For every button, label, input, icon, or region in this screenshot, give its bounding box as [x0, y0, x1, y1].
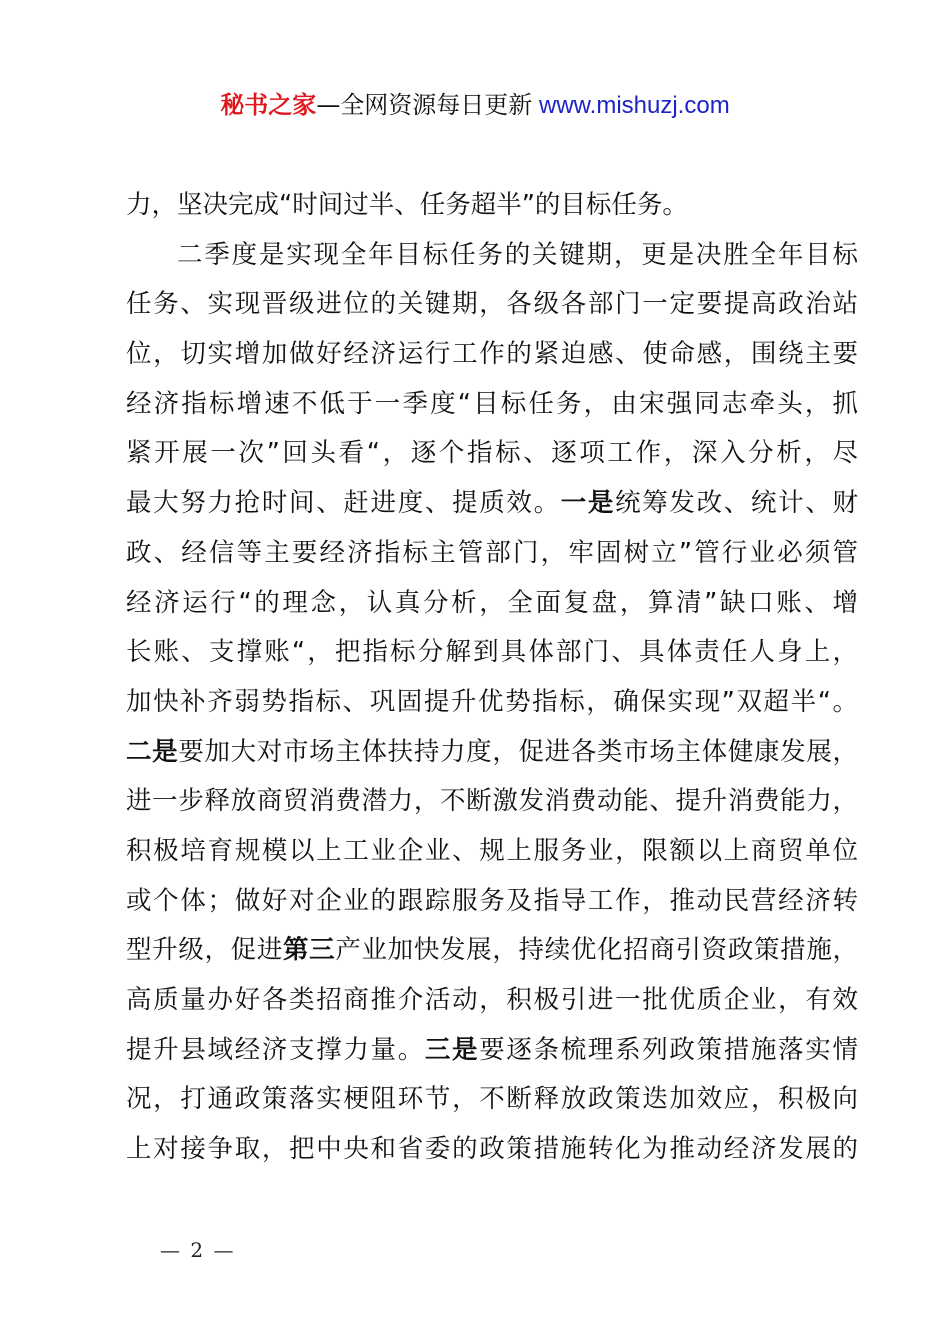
paragraph-line: 经济指标增速不低于一季度“目标任务，由宋强同志牵头，抓 — [126, 388, 858, 419]
site-url: www.mishuzj.com — [532, 92, 730, 119]
paragraph-line: 任务、实现晋级进位的关键期，各级各部门一定要提高政治站 — [126, 289, 858, 320]
paragraph-line: 二季度是实现全年目标任务的关键期，更是决胜全年目标 — [177, 239, 858, 270]
paragraph-line: 最大努力抢时间、赶进度、提质效。一是统筹发改、统计、财 — [126, 488, 858, 519]
paragraph-line: 高质量办好各类招商推介活动，积极引进一批优质企业，有效 — [126, 985, 858, 1015]
emphasis-third: 三是 — [424, 1034, 480, 1065]
paragraph-line: 二是要加大对市场主体扶持力度，促进各类市场主体健康发展， — [126, 736, 858, 767]
paragraph-line: 力，坚决完成“时间过半、任务超半”的目标任务。 — [126, 190, 688, 220]
emphasis-second: 二是 — [126, 736, 179, 767]
paragraph-line: 上对接争取，把中央和省委的政策措施转化为推动经济发展的 — [126, 1134, 858, 1165]
paragraph-line: 进一步释放商贸消费潜力，不断激发消费动能、提升消费能力， — [126, 786, 858, 817]
paragraph-line: 政、经信等主要经济指标主管部门，牢固树立”管行业必须管 — [126, 537, 858, 568]
brand-tagline: —全网资源每日更新 — [316, 91, 533, 119]
paragraph-line: 紧开展一次”回头看“，逐个指标、逐项工作，深入分析，尽 — [126, 438, 858, 469]
paragraph-line: 提升县域经济支撑力量。三是要逐条梳理系列政策措施落实情 — [126, 1034, 858, 1065]
emphasis-tertiary: 第三 — [283, 935, 336, 966]
paragraph-line: 加快补齐弱势指标、巩固提升优势指标，确保实现”双超半“。 — [126, 686, 858, 717]
paragraph-line: 长账、支撑账“，把指标分解到具体部门、具体责任人身上， — [126, 637, 858, 668]
paragraph-line: 型升级，促进第三产业加快发展，持续优化招商引资政策措施， — [126, 935, 858, 966]
paragraph-line: 况，打通政策落实梗阻环节，不断释放政策迭加效应，积极向 — [126, 1084, 858, 1115]
document-body — [126, 181, 858, 1175]
paragraph-line: 积极培育规模以上工业企业、规上服务业，限额以上商贸单位 — [126, 835, 858, 866]
paragraph-line: 经济运行“的理念，认真分析，全面复盘，算清”缺口账、增 — [126, 587, 858, 618]
brand-name: 秘书之家 — [220, 91, 317, 119]
page-number: — 2 — — [160, 1238, 236, 1262]
emphasis-first: 一是 — [560, 488, 616, 519]
paragraph-line: 或个体；做好对企业的跟踪服务及指导工作，推动民营经济转 — [126, 885, 858, 916]
paragraph-line: 位，切实增加做好经济运行工作的紧迫感、使命感，围绕主要 — [126, 339, 858, 370]
site-watermark-header — [0, 88, 950, 123]
